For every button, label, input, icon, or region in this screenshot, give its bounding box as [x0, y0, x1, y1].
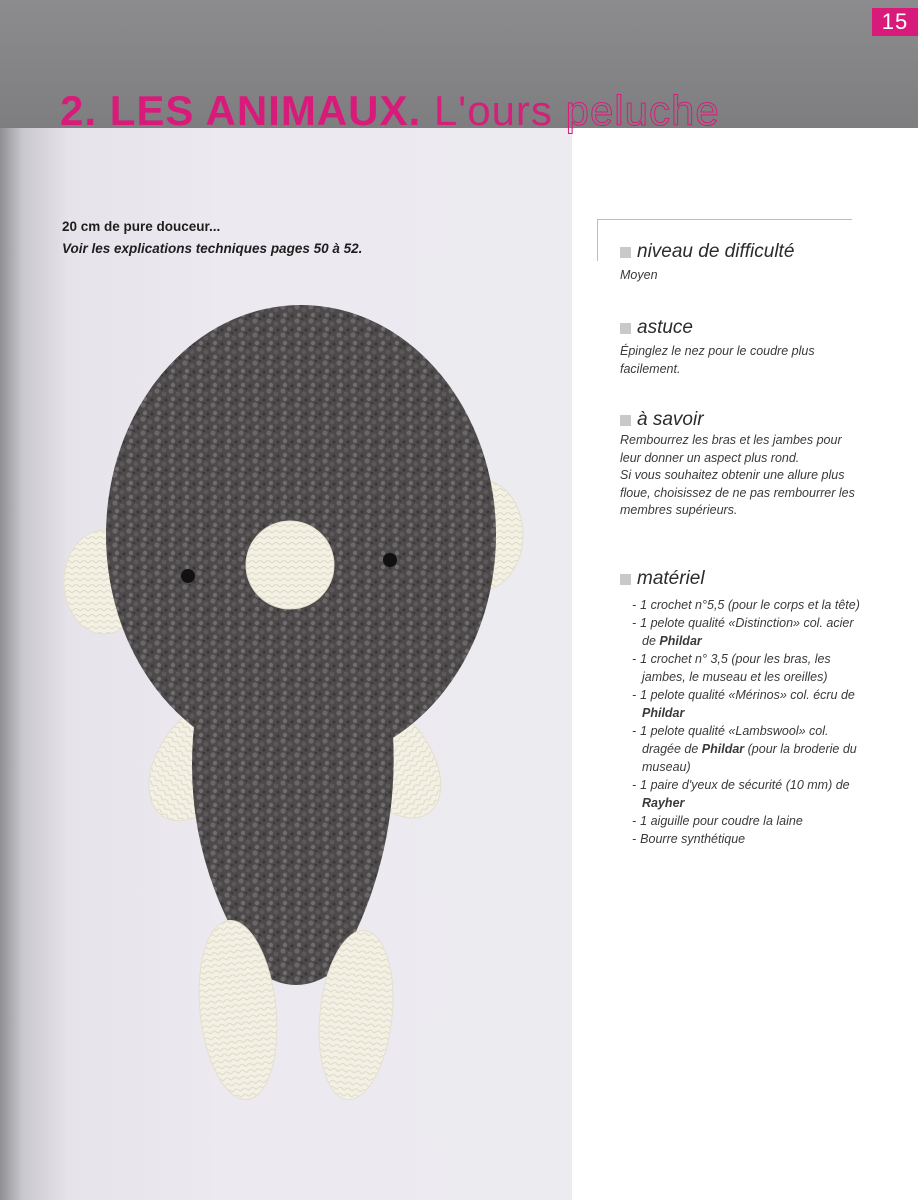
list-item: - 1 crochet n° 3,5 (pour les bras, les jambes, le museau et les oreilles)	[632, 652, 831, 684]
intro-line-1: 20 cm de pure douceur...	[62, 219, 221, 234]
info-divider	[597, 219, 852, 220]
tip-heading: astuce	[620, 316, 860, 340]
list-item: - 1 aiguille pour coudre la laine	[632, 814, 803, 828]
material-heading: matériel	[620, 567, 860, 591]
tip-text: Épinglez le nez pour le coudre plus facilement.	[620, 344, 815, 376]
teddy-bear-photo	[56, 290, 536, 1110]
page-title	[60, 86, 720, 136]
square-bullet-icon	[620, 323, 631, 334]
difficulty-section	[620, 240, 860, 285]
material-section	[620, 567, 860, 848]
square-bullet-icon	[620, 574, 631, 585]
intro-line-2: Voir les explications techniques pages 50 à 52.	[62, 241, 363, 256]
info-divider-vertical	[597, 219, 598, 261]
difficulty-heading: niveau de difficulté	[620, 240, 860, 264]
material-list	[620, 596, 860, 848]
title-sub: L'ours peluche	[433, 87, 720, 134]
page-number: 15	[872, 8, 918, 36]
square-bullet-icon	[620, 247, 631, 258]
list-item: - Bourre synthétique	[632, 832, 746, 846]
intro-text	[62, 216, 362, 260]
know-section	[620, 408, 860, 520]
list-item: - 1 crochet n°5,5 (pour le corps et la tête)	[632, 598, 860, 612]
title-main: 2. LES ANIMAUX.	[60, 87, 422, 134]
list-item: - 1 pelote qualité «Lambswool» col. dragée de Phildar (pour la broderie du museau)	[632, 724, 857, 774]
tip-section	[620, 316, 860, 378]
know-heading: à savoir	[620, 408, 860, 432]
list-item: - 1 paire d'yeux de sécurité (10 mm) de Rayher	[632, 778, 850, 810]
square-bullet-icon	[620, 415, 631, 426]
know-text-2: Si vous souhaitez obtenir une allure plus floue, choisissez de ne pas rembourrer les membres supérieurs.	[620, 468, 855, 517]
difficulty-value: Moyen	[620, 268, 658, 282]
list-item: - 1 pelote qualité «Mérinos» col. écru de Phildar	[632, 688, 855, 720]
know-text-1: Rembourrez les bras et les jambes pour leur donner un aspect plus rond.	[620, 433, 842, 465]
list-item: - 1 pelote qualité «Distinction» col. acier de Phildar	[632, 616, 854, 648]
